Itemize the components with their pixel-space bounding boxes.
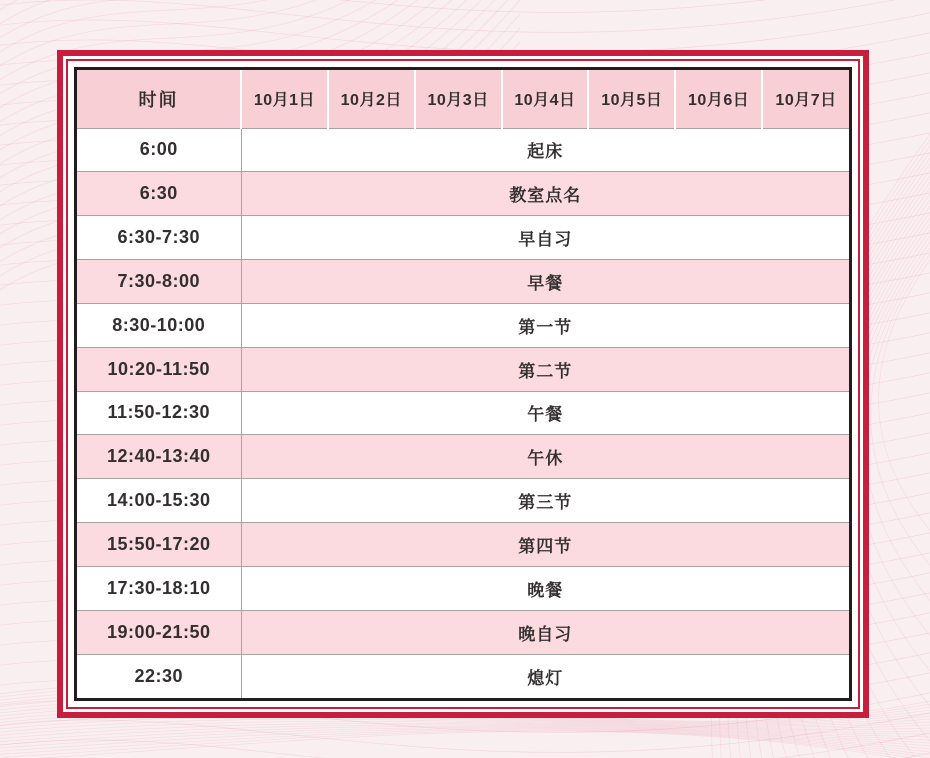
time-cell: 6:30 bbox=[77, 172, 241, 216]
activity-cell: 晚自习 bbox=[241, 610, 849, 654]
schedule-table-border bbox=[74, 67, 852, 701]
col-header-time: 时间 bbox=[77, 70, 241, 128]
table-row bbox=[77, 172, 849, 216]
table-row bbox=[77, 523, 849, 567]
schedule-table-header bbox=[77, 70, 849, 128]
col-header-date-1: 10月1日 bbox=[241, 70, 328, 128]
table-row bbox=[77, 391, 849, 435]
activity-cell: 午休 bbox=[241, 435, 849, 479]
col-header-date-4: 10月4日 bbox=[502, 70, 589, 128]
col-header-date-7: 10月7日 bbox=[762, 70, 849, 128]
time-cell: 19:00-21:50 bbox=[77, 610, 241, 654]
time-cell: 10:20-11:50 bbox=[77, 347, 241, 391]
time-cell: 6:00 bbox=[77, 128, 241, 172]
activity-cell: 午餐 bbox=[241, 391, 849, 435]
col-header-date-2: 10月2日 bbox=[328, 70, 415, 128]
time-cell: 17:30-18:10 bbox=[77, 566, 241, 610]
table-row bbox=[77, 610, 849, 654]
time-cell: 22:30 bbox=[77, 654, 241, 698]
activity-cell: 第二节 bbox=[241, 347, 849, 391]
table-row bbox=[77, 566, 849, 610]
activity-cell: 第四节 bbox=[241, 523, 849, 567]
table-row bbox=[77, 260, 849, 304]
red-frame bbox=[57, 50, 869, 718]
table-row bbox=[77, 303, 849, 347]
col-header-date-3: 10月3日 bbox=[415, 70, 502, 128]
table-row bbox=[77, 479, 849, 523]
col-header-date-6: 10月6日 bbox=[675, 70, 762, 128]
table-row bbox=[77, 216, 849, 260]
time-cell: 15:50-17:20 bbox=[77, 523, 241, 567]
header-row bbox=[77, 70, 849, 128]
activity-cell: 早餐 bbox=[241, 260, 849, 304]
table-row bbox=[77, 654, 849, 698]
time-cell: 8:30-10:00 bbox=[77, 303, 241, 347]
time-cell: 12:40-13:40 bbox=[77, 435, 241, 479]
table-row bbox=[77, 128, 849, 172]
red-frame-inner-line bbox=[66, 59, 860, 709]
table-row bbox=[77, 347, 849, 391]
activity-cell: 第一节 bbox=[241, 303, 849, 347]
activity-cell: 起床 bbox=[241, 128, 849, 172]
time-cell: 6:30-7:30 bbox=[77, 216, 241, 260]
col-header-date-5: 10月5日 bbox=[588, 70, 675, 128]
activity-cell: 晚餐 bbox=[241, 566, 849, 610]
schedule-table bbox=[77, 70, 849, 698]
activity-cell: 第三节 bbox=[241, 479, 849, 523]
time-cell: 11:50-12:30 bbox=[77, 391, 241, 435]
activity-cell: 教室点名 bbox=[241, 172, 849, 216]
time-cell: 7:30-8:00 bbox=[77, 260, 241, 304]
activity-cell: 早自习 bbox=[241, 216, 849, 260]
table-row bbox=[77, 435, 849, 479]
activity-cell: 熄灯 bbox=[241, 654, 849, 698]
time-cell: 14:00-15:30 bbox=[77, 479, 241, 523]
schedule-table-body bbox=[77, 128, 849, 698]
